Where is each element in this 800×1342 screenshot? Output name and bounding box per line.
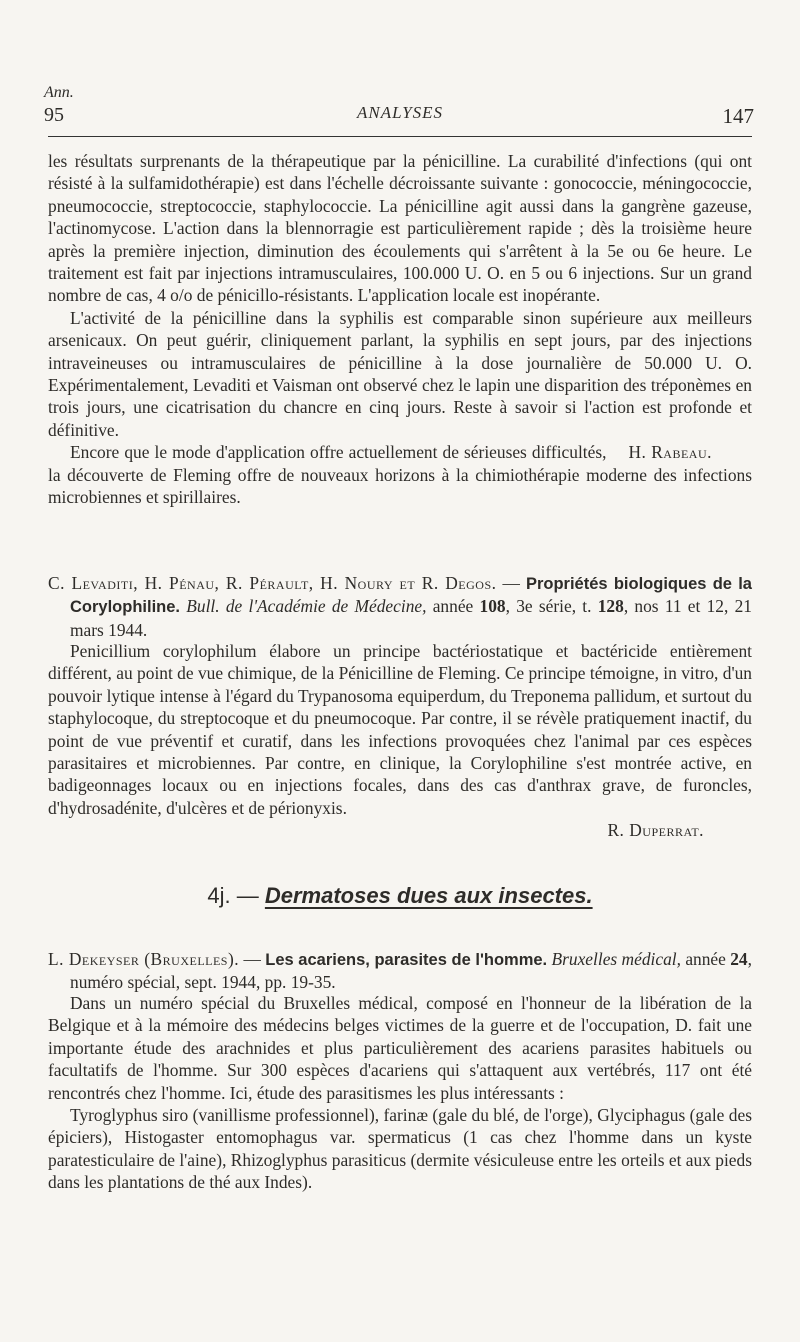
volume-number: 95 [44,104,64,126]
reference-citation-acariens: L. Dekeyser (Bruxelles). — Les acariens, parasites de l'homme. Bruxelles médical, année 24, numéro spécial, sept. 1944, pp. 19-35. [48,949,752,993]
conclusion-text: Encore que le mode d'application offre actuellement de sérieuses difficultés, la découverte de Fleming offre de nouveaux horizons à la chimiothérapie moderne des infections microbiennes et spirillaires. [48,442,752,508]
running-title: ANALYSES [356,103,444,122]
reference-title-acariens: Les acariens, parasites de l'homme. [265,951,548,969]
signature-rabeau: H. Rabeau. [628,442,712,463]
reference-citation: C. Levaditi, H. Pénau, R. Pérault, H. Noury et R. Degos. — Propriétés biologiques de la Corylophiline. Bull. de l'Académie de Médecine, année 108, 3e série, t. 128, nos 11 et 12, 21 mars 1944. [48,573,752,640]
reference-journal-bruxelles: Bruxelles médical, [547,949,681,969]
reference-year: 108 [479,596,506,617]
section-acariens-text [48,992,752,1194]
reference-corylophiline [48,572,752,641]
paragraph-curability: les résultats surprenants de la thérapeutique par la pénicilline. La curabilité d'infections (qui ont résisté à la sulfamidothérapie) est dans l'échelle décroissante suivante : gonococcie, méningococcie, pneumococcie, streptococcie, staphylococcie. La pénicilline agit aussi dans la gangrène gazeuse, l'actinomycose. L'action dans la blennorragie est particulièrement rapide ; dès la troisième heure après la première injection, diminution des écoulements qui s'arrêtent à la 5e ou 6e heure. Le traitement est fait par injections intramusculaires, 100.000 U. O. en 5 ou 6 injections. Sur un grand nombre de cas, 4 o/o de pénicillo-résistants. L'application locale est inopérante. [48,151,752,306]
reference-authors-dekeyser: L. Dekeyser (Bruxelles). [48,949,240,969]
reference-journal: Bull. de l'Académie de Médecine, [180,596,427,617]
header-rule [48,136,752,137]
reference-tome: 128 [597,596,624,617]
section-title: Dermatoses dues aux insectes. [264,883,593,908]
section-penicillin-text [48,150,752,509]
section-number: 4j. — [207,883,265,908]
paragraph-corylophiline: Penicillium corylophilum élabore un principe bactériostatique et bactéricide entièrement différent, au point de vue chimique, de la Pénicilline de Fleming. Ce principe témoigne, in vitro, d'un pouvoir lytique intense à l'égard du Trypanosoma equiperdum, du Treponema pallidum, et surtout du staphylocoque, du streptocoque et du pneumocoque. Par contre, il se révèle pratiquement inactif, du point de vue préventif et curatif, dans les infections provoquées chez l'animal par ces espèces parasitaires et microbiennes. Par contre, en clinique, la Corylophiline s'est montrée active, en badigeonnages locaux ou en injections focales, dans des cas d'anthrax grave, de furoncles, d'hydrosadénite, d'ulcères et de périonyxis. [48,641,752,818]
reference-year-bruxelles: 24 [730,949,748,969]
signature-duperrat: R. Duperrat. [607,820,704,841]
paragraph-syphilis: L'activité de la pénicilline dans la syphilis est comparable sinon supérieure aux meilleurs arsenicaux. On peut guérir, cliniquement parlant, la syphilis en sept jours, par des injections intraveineuses ou intramusculaires de pénicilline à la dose journalière de 50.000 U. O. Expérimentalement, Levaditi et Vaisman ont observé chez le lapin une disparition des tréponèmes en trois jours, une cicatrisation du chancre en cinq jours. Reste à savoir si l'action est profonde et définitive. [48,307,752,440]
reference-title: Propriétés biologiques de la Corylophiline. [70,575,752,617]
paragraph-acariens-intro: Dans un numéro spécial du Bruxelles médical, composé en l'honneur de la libération de la Belgique et à la mémoire des médecins belges victimes de la guerre et de l'occupation, D. fait une importante étude des arachnides et plus particulièrement des acariens parasites habituels ou facultatifs de l'homme. Sur 300 espèces d'acariens qui s'attaquent aux vertébrés, 117 ont été rencontrés chez l'homme. Ici, étude des parasitismes les plus intéressants : [48,993,752,1103]
handwritten-annotation: Ann. [44,84,74,101]
paragraph-conclusion [48,441,752,508]
paragraph-acariens-list: Tyroglyphus siro (vanillisme professionnel), farinæ (gale du blé, de l'orge), Glyciphagus (gale des épiciers), Histogaster entomophagus var. spermaticus (1 cas chez l'homme dans un kyste paratesticulaire de l'aine), Rhizoglyphus parasiticus (dermite vésiculeuse entre les orteils et aux pieds dans les plantations de thé aux Indes). [48,1105,752,1193]
page-number: 147 [722,104,754,128]
reference-authors: C. Levaditi, H. Pénau, R. Pérault, H. Noury et R. Degos. [48,573,497,593]
section-heading [0,883,800,909]
reference-acariens [48,948,752,994]
section-corylophiline-text [48,640,752,842]
